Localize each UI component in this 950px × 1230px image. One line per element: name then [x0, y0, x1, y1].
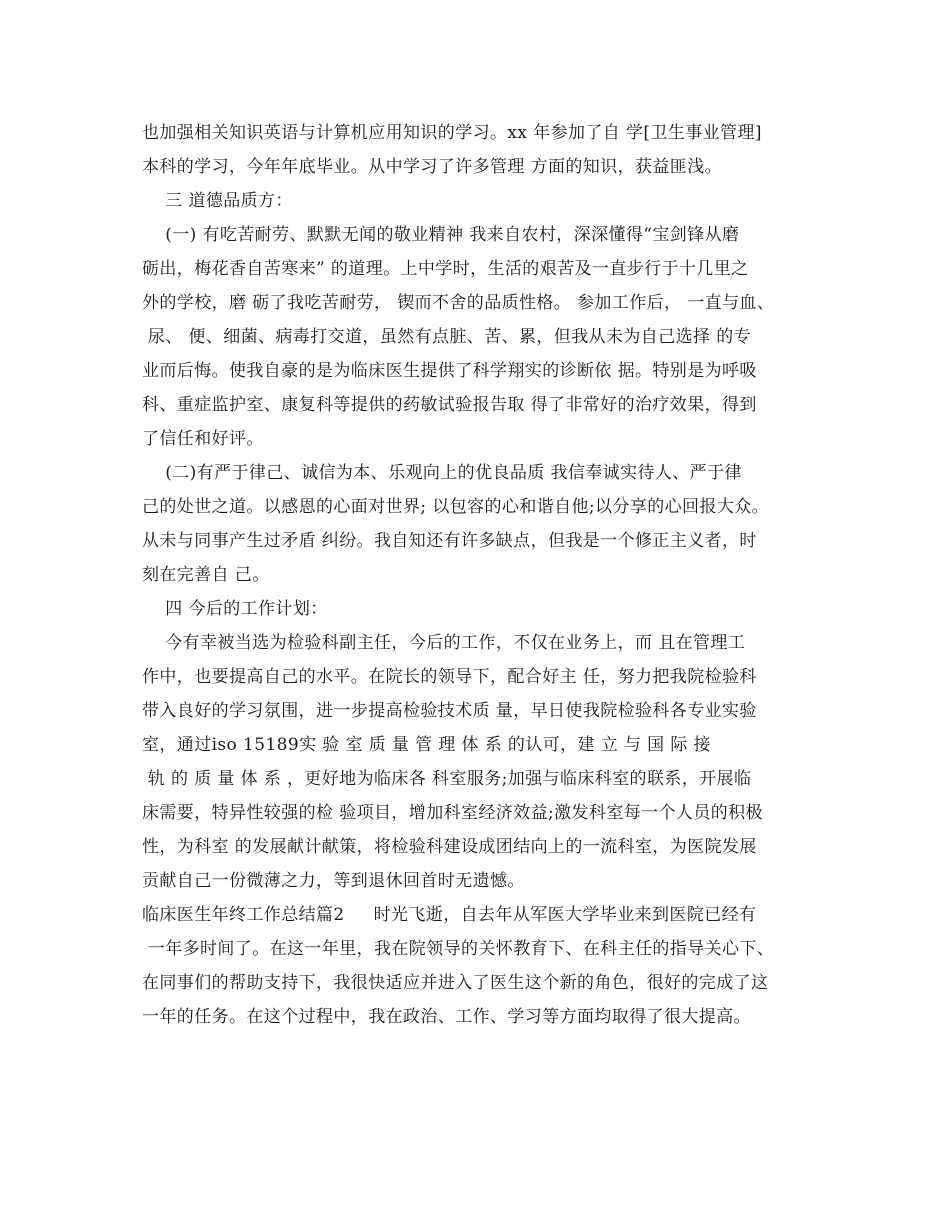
text-line: 在同事们的帮助支持下，我很快适应并进入了医生这个新的角色，很好的完成了这: [142, 973, 769, 993]
text-line: 轨 的 质 量 体 系 ，更好地为临床各 科室服务;加强与临床科室的联系，开展临: [142, 769, 752, 789]
text-line: 一年多时间了。在这一年里，我在院领导的关怀教育下、在科主任的指导关心下、: [142, 939, 775, 959]
text-line: 今有幸被当选为检验科副主任，今后的工作，不仅在业务上，而 且在管理工: [142, 633, 746, 653]
section-heading: 三 道德品质方：: [142, 191, 293, 211]
section-heading: 四 今后的工作计划：: [142, 599, 328, 619]
article-title-line: 临床医生年终工作总结篇2 时光飞逝，自去年从军医大学毕业来到医院已经有: [142, 905, 757, 925]
text-line: 尿、 便、细菌、病毒打交道，虽然有点脏、苦、累，但我从未为自己选择 的专: [142, 327, 752, 347]
text-line: 科、重症监护室、康复科等提供的药敏试验报告取 得了非常好的治疗效果，得到: [142, 395, 757, 415]
text-line: 带入良好的学习氛围，进一步提高检验技术质 量，早日使我院检验科各专业实验: [142, 701, 757, 721]
text-line: 外的学校，磨 砺了我吃苦耐劳， 锲而不舍的品质性格。 参加工作后， 一直与血、: [142, 293, 775, 313]
text-line: 性，为科室 的发展献计献策，将检验科建设成团结向上的一流科室，为医院发展: [142, 837, 757, 857]
text-line: 己的处世之道。以感恩的心面对世界; 以包容的心和谐自他;以分享的心回报大众。: [142, 497, 770, 517]
text-line: 从未与同事产生过矛盾 纠纷。我自知还有许多缺点，但我是一个修正主义者，时: [142, 531, 757, 551]
text-line: 本科的学习，今年年底毕业。从中学习了许多管理 方面的知识，获益匪浅。: [142, 157, 723, 177]
text-line: 了信任和好评。: [142, 429, 264, 449]
text-line: (一) 有吃苦耐劳、默默无闻的敬业精神 我来自农村，深深懂得“宝剑锋从磨: [142, 225, 740, 245]
text-line: 作中，也要提高自己的水平。在院长的领导下，配合好主 任，努力把我院检验科: [142, 667, 757, 687]
text-line: 砺出，梅花香自苦寒来” 的道理。上中学时，生活的艰苦及一直步行于十几里之: [142, 259, 749, 279]
text-line: 室，通过iso 15189实 验 室 质 量 管 理 体 系 的认可，建 立 与 国 际 接: [142, 735, 711, 755]
text-line: 业而后悔。使我自豪的是为临床医生提供了科学翔实的诊断依 据。特别是为呼吸: [142, 361, 757, 381]
text-line: 也加强相关知识英语与计算机应用知识的学习。xx 年参加了自 学[卫生事业管理]: [142, 123, 762, 143]
text-line: 床需要，特异性较强的检 验项目，增加科室经济效益;激发科室每一个人员的积极: [142, 803, 763, 823]
text-line: 一年的任务。在这个过程中，我在政治、工作、学习等方面均取得了很大提高。: [142, 1007, 751, 1027]
text-line: (二)有严于律己、诚信为本、乐观向上的优良品质 我信奉诚实待人、严于律: [142, 463, 742, 483]
text-line: 贡献自己一份微薄之力，等到退休回首时无遗憾。: [142, 871, 525, 891]
text-line: 刻在完善自 己。: [142, 565, 270, 585]
